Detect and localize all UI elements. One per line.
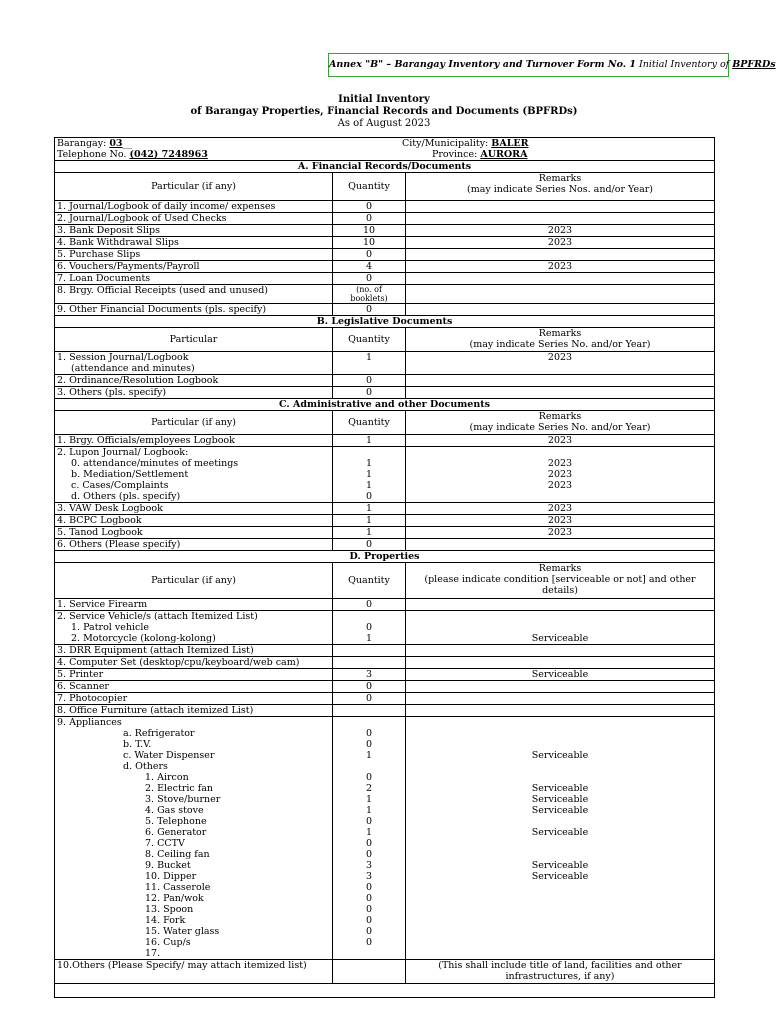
- col-remarks-note: (may indicate Series No. and/or Year): [469, 422, 651, 433]
- inventory-table-body: [55, 138, 715, 998]
- row-remarks: 2023: [406, 527, 715, 539]
- row-remarks: 2023: [406, 225, 715, 237]
- section-legislative-title-row: [55, 316, 715, 328]
- lupon-remarks: 2023: [547, 458, 573, 469]
- lupon-item: d. Others (pls. specify): [71, 491, 181, 502]
- row-remarks: [406, 681, 715, 693]
- col-particular: Particular (if any): [55, 563, 333, 599]
- other-appliance-quantity: 0: [365, 893, 373, 904]
- row-particular: 4. Bank Withdrawal Slips: [57, 237, 179, 248]
- row-particular: 2. Ordinance/Resolution Logbook: [57, 375, 219, 386]
- section-financial-title: A. Financial Records/Documents: [55, 161, 715, 173]
- table-row: [55, 213, 715, 225]
- col-quantity: Quantity: [333, 173, 406, 201]
- col-quantity: Quantity: [333, 328, 406, 352]
- table-row: [55, 435, 715, 447]
- appliances-title: 9. Appliances: [57, 717, 122, 728]
- other-appliance-item: 14. Fork: [145, 915, 186, 926]
- other-appliance-remarks: [408, 838, 712, 849]
- row-quantity: 4: [333, 261, 406, 273]
- other-appliance-quantity: 1: [365, 827, 373, 838]
- other-appliance-quantity: 0: [365, 772, 373, 783]
- other-appliance-remarks: Serviceable: [531, 794, 589, 805]
- row-remarks: [406, 657, 715, 669]
- row-quantity: 0: [333, 213, 406, 225]
- lupon-quantity: 1: [365, 469, 373, 480]
- row-remarks: [406, 249, 715, 261]
- row-particular: 1. Service Firearm: [57, 599, 148, 610]
- row-particular: 5. Printer: [57, 669, 104, 680]
- col-remarks-title: Remarks: [538, 173, 582, 184]
- col-quantity: Quantity: [333, 563, 406, 599]
- lupon-row: [55, 447, 715, 503]
- telephone-value: (042) 7248963: [129, 149, 208, 160]
- row-remarks: [406, 387, 715, 399]
- table-row: [55, 285, 715, 304]
- table-row: [55, 225, 715, 237]
- table-row: [55, 261, 715, 273]
- col-remarks: [406, 411, 715, 435]
- col-remarks-note: (may indicate Series No. and/or Year): [469, 339, 651, 350]
- other-appliance-item: 8. Ceiling fan: [145, 849, 210, 860]
- appliances-row: [55, 717, 715, 960]
- other-appliance-quantity: 3: [365, 860, 373, 871]
- row-particular: 3. VAW Desk Logbook: [57, 503, 163, 514]
- section-properties-title-row: [55, 551, 715, 563]
- other-appliance-remarks: [408, 893, 712, 904]
- col-quantity: Quantity: [333, 411, 406, 435]
- table-row: [55, 681, 715, 693]
- table-row: [55, 237, 715, 249]
- province-value: AURORA: [480, 149, 528, 160]
- table-row: [55, 249, 715, 261]
- table-row: [55, 304, 715, 316]
- appliance-remarks: [408, 728, 712, 739]
- row-remarks: [406, 285, 715, 304]
- col-remarks: [406, 173, 715, 201]
- other-appliance-remarks: Serviceable: [531, 805, 589, 816]
- appliance-remarks: [408, 739, 712, 750]
- annex-acronym: BPFRDs: [732, 59, 776, 70]
- other-appliance-quantity: 1: [365, 805, 373, 816]
- lupon-quantity: 1: [365, 480, 373, 491]
- row-remarks: [406, 213, 715, 225]
- table-row: [55, 599, 715, 611]
- appliance-item: a. Refrigerator: [123, 728, 195, 739]
- col-remarks-note-2: details): [542, 585, 578, 596]
- other-appliance-item: 1. Aircon: [145, 772, 189, 783]
- other-appliance-quantity: 0: [365, 904, 373, 915]
- row-particular: 7. Loan Documents: [57, 273, 151, 284]
- other-appliance-remarks: Serviceable: [531, 860, 589, 871]
- row-particular: 4. Computer Set (desktop/cpu/keyboard/web cam): [57, 657, 300, 668]
- other-appliance-item: 7. CCTV: [145, 838, 185, 849]
- vehicle-title: 2. Service Vehicle/s (attach Itemized List): [57, 611, 258, 622]
- barangay-label: Barangay:: [57, 138, 107, 149]
- barangay-value: 03: [109, 138, 123, 149]
- table-row: [55, 657, 715, 669]
- row-particular: 8. Brgy. Official Receipts (used and unused): [57, 285, 268, 296]
- annex-title: Annex "B" – Barangay Inventory and Turnover Form No. 1: [329, 59, 636, 70]
- appliance-quantity: 0: [365, 728, 373, 739]
- vehicle-item: 1. Patrol vehicle: [71, 622, 149, 633]
- other-appliance-quantity: 0: [365, 915, 373, 926]
- lupon-quantity: 0: [365, 491, 373, 502]
- row-particular: 5. Tanod Logbook: [57, 527, 143, 538]
- row-particular: 1. Session Journal/Logbook: [57, 352, 189, 363]
- col-remarks: [406, 328, 715, 352]
- info-row: [55, 138, 715, 161]
- row-quantity: 0: [333, 249, 406, 261]
- row-particular: 3. Others (pls. specify): [57, 387, 167, 398]
- row-quantity: [333, 705, 406, 717]
- info-cell: Barangay: 03__ Telephone No. (042) 7248963 City/Municipality: BALER Province: AURORA: [55, 138, 715, 161]
- appliance-remarks: Serviceable: [531, 750, 589, 761]
- row-particular: 1. Journal/Logbook of daily income/ expenses: [57, 201, 276, 212]
- appliance-item: c. Water Dispenser: [123, 750, 215, 761]
- row-quantity: 0: [333, 681, 406, 693]
- lupon-remarks: 2023: [547, 480, 573, 491]
- row-remarks: 2023: [406, 352, 715, 375]
- section-administrative-title: C. Administrative and other Documents: [55, 399, 715, 411]
- row-particular: 3. Bank Deposit Slips: [57, 225, 160, 236]
- other-appliance-item: 16. Cup/s: [145, 937, 191, 948]
- appliance-remarks: [408, 761, 712, 772]
- other-appliance-remarks: [408, 937, 712, 948]
- row-remarks: 2023: [406, 515, 715, 527]
- row-particular-note: (attendance and minutes): [71, 363, 195, 374]
- table-row: [55, 387, 715, 399]
- vehicle-remarks: Serviceable: [531, 633, 589, 644]
- row-quantity: [333, 645, 406, 657]
- others-row: [55, 960, 715, 984]
- row-quantity: 10: [333, 225, 406, 237]
- other-appliance-item: 13. Spoon: [145, 904, 194, 915]
- city-label: City/Municipality:: [402, 138, 489, 149]
- col-remarks-title: Remarks: [538, 411, 582, 422]
- section-legislative-title: B. Legislative Documents: [55, 316, 715, 328]
- other-appliance-item: 11. Casserole: [145, 882, 211, 893]
- row-quantity: 1: [333, 515, 406, 527]
- other-appliance-quantity: 3: [365, 871, 373, 882]
- city-value: BALER: [491, 138, 529, 149]
- other-appliance-remarks: Serviceable: [531, 783, 589, 794]
- column-header-row: [55, 173, 715, 201]
- vehicles-row: [55, 611, 715, 645]
- row-quantity: 0: [333, 387, 406, 399]
- lupon-title: 2. Lupon Journal/ Logbook:: [57, 447, 189, 458]
- inventory-table: [54, 137, 715, 998]
- other-appliance-remarks: [408, 904, 712, 915]
- row-quantity: 1: [333, 503, 406, 515]
- lupon-item: 0. attendance/minutes of meetings: [71, 458, 239, 469]
- section-properties-title: D. Properties: [55, 551, 715, 563]
- row-particular: 3. DRR Equipment (attach Itemized List): [57, 645, 254, 656]
- other-appliance-quantity: 1: [365, 794, 373, 805]
- row-quantity: 0: [333, 273, 406, 285]
- row-quantity: 1: [333, 435, 406, 447]
- col-remarks: [406, 563, 715, 599]
- table-row: [55, 201, 715, 213]
- appliance-item: d. Others: [123, 761, 168, 772]
- other-appliance-quantity: 0: [365, 838, 373, 849]
- table-row: [55, 539, 715, 551]
- title-line1: Initial Inventory: [338, 94, 430, 105]
- title-date: As of August 2023: [337, 118, 431, 129]
- vehicle-quantity: 0: [365, 622, 373, 633]
- table-row: [55, 705, 715, 717]
- other-appliance-item: 5. Telephone: [145, 816, 207, 827]
- lupon-quantity: 1: [365, 458, 373, 469]
- row-quantity: 10: [333, 237, 406, 249]
- row-quantity: 0: [333, 599, 406, 611]
- row-remarks: Serviceable: [406, 669, 715, 681]
- col-particular: Particular (if any): [55, 173, 333, 201]
- vehicle-item: 2. Motorcycle (kolong-kolong): [71, 633, 216, 644]
- row-remarks: [406, 273, 715, 285]
- row-quantity: 1: [333, 527, 406, 539]
- row-particular: 9. Other Financial Documents (pls. specify): [57, 304, 267, 315]
- section-administrative-title-row: [55, 399, 715, 411]
- row-remarks: [406, 539, 715, 551]
- table-row: [55, 375, 715, 387]
- row-particular: 6. Vouchers/Payments/Payroll: [57, 261, 200, 272]
- col-remarks-title: Remarks: [538, 563, 582, 574]
- row-particular: 7. Photocopier: [57, 693, 128, 704]
- other-appliance-item: 12. Pan/wok: [145, 893, 204, 904]
- row-remarks: [406, 201, 715, 213]
- col-remarks-note: (please indicate condition [serviceable or not] and other: [424, 574, 696, 585]
- col-remarks-title: Remarks: [538, 328, 582, 339]
- other-appliance-item: 15. Water glass: [145, 926, 220, 937]
- other-appliance-quantity: 0: [365, 926, 373, 937]
- section-financial-title-row: [55, 161, 715, 173]
- blank-row: [55, 984, 715, 998]
- other-appliance-item: 17.: [145, 948, 161, 959]
- col-particular: Particular: [55, 328, 333, 352]
- others-remarks-2: infrastructures, if any): [505, 971, 615, 982]
- other-appliance-remarks: Serviceable: [531, 871, 589, 882]
- other-appliance-remarks: [408, 926, 712, 937]
- appliance-quantity: 1: [365, 750, 373, 761]
- other-appliance-remarks: [408, 772, 712, 783]
- row-quantity: 1: [333, 352, 406, 375]
- title-line2: of Barangay Properties, Financial Records and Documents (BPFRDs): [190, 106, 578, 117]
- appliance-quantity: 0: [365, 739, 373, 750]
- other-appliance-quantity: 0: [365, 849, 373, 860]
- row-remarks: [406, 375, 715, 387]
- col-particular: Particular (if any): [55, 411, 333, 435]
- table-row: [55, 352, 715, 375]
- annex-label: [328, 53, 776, 77]
- other-appliance-remarks: [408, 915, 712, 926]
- col-remarks-note: (may indicate Series Nos. and/or Year): [467, 184, 653, 195]
- table-row: [55, 273, 715, 285]
- row-particular: 6. Others (Please specify): [57, 539, 181, 550]
- other-appliance-remarks: [408, 948, 712, 959]
- row-remarks: [406, 693, 715, 705]
- other-appliance-quantity: 2: [365, 783, 373, 794]
- row-quantity: 0: [333, 693, 406, 705]
- row-quantity: 0: [333, 539, 406, 551]
- other-appliance-item: 9. Bucket: [145, 860, 191, 871]
- row-quantity: [333, 657, 406, 669]
- row-remarks: [406, 705, 715, 717]
- others-particular: 10.Others (Please Specify/ may attach itemized list): [57, 960, 307, 971]
- row-particular: 5. Purchase Slips: [57, 249, 141, 260]
- column-header-row: [55, 411, 715, 435]
- row-remarks: [406, 599, 715, 611]
- lupon-item: c. Cases/Complaints: [71, 480, 169, 491]
- row-quantity: [333, 285, 406, 304]
- row-quantity: 0: [333, 304, 406, 316]
- row-remarks: [406, 645, 715, 657]
- lupon-remarks: [408, 491, 712, 502]
- appliance-quantity: [335, 761, 403, 772]
- column-header-row: [55, 328, 715, 352]
- column-header-row: [55, 563, 715, 599]
- lupon-remarks: 2023: [547, 469, 573, 480]
- vehicle-quantity: 1: [365, 633, 373, 644]
- telephone-label: Telephone No.: [57, 149, 127, 160]
- row-particular: 2. Journal/Logbook of Used Checks: [57, 213, 227, 224]
- annex-middle: Initial Inventory of: [636, 59, 733, 70]
- other-appliance-quantity: [335, 948, 403, 959]
- table-row: [55, 527, 715, 539]
- row-quantity: 3: [333, 669, 406, 681]
- other-appliance-quantity: 0: [365, 882, 373, 893]
- others-remarks-1: (This shall include title of land, facilities and other: [438, 960, 682, 971]
- row-remarks: 2023: [406, 261, 715, 273]
- other-appliance-item: 2. Electric fan: [145, 783, 214, 794]
- other-appliance-item: 10. Dipper: [145, 871, 197, 882]
- row-particular: 1. Brgy. Officials/employees Logbook: [57, 435, 235, 446]
- table-row: [55, 645, 715, 657]
- lupon-item: b. Mediation/Settlement: [71, 469, 189, 480]
- other-appliance-quantity: 0: [365, 937, 373, 948]
- row-particular: 8. Office Furniture (attach itemized List): [57, 705, 254, 716]
- row-quantity: 0: [333, 375, 406, 387]
- receipts-unit-2: booklets): [350, 294, 388, 303]
- other-appliance-item: 6. Generator: [145, 827, 207, 838]
- table-row: [55, 503, 715, 515]
- receipts-unit-1: (no. of: [356, 285, 382, 294]
- row-remarks: 2023: [406, 435, 715, 447]
- province-label: Province:: [432, 149, 478, 160]
- row-remarks: [406, 304, 715, 316]
- other-appliance-remarks: Serviceable: [531, 827, 589, 838]
- other-appliance-remarks: [408, 882, 712, 893]
- other-appliance-item: 4. Gas stove: [145, 805, 204, 816]
- row-particular: 4. BCPC Logbook: [57, 515, 142, 526]
- row-remarks: 2023: [406, 503, 715, 515]
- appliance-item: b. T.V.: [123, 739, 152, 750]
- other-appliance-remarks: [408, 849, 712, 860]
- row-quantity: 0: [333, 201, 406, 213]
- table-row: [55, 515, 715, 527]
- vehicle-remarks: [408, 622, 712, 633]
- row-remarks: 2023: [406, 237, 715, 249]
- other-appliance-quantity: 0: [365, 816, 373, 827]
- table-row: [55, 693, 715, 705]
- other-appliance-item: 3. Stove/burner: [145, 794, 221, 805]
- other-appliance-remarks: [408, 816, 712, 827]
- table-row: [55, 669, 715, 681]
- row-particular: 6. Scanner: [57, 681, 109, 692]
